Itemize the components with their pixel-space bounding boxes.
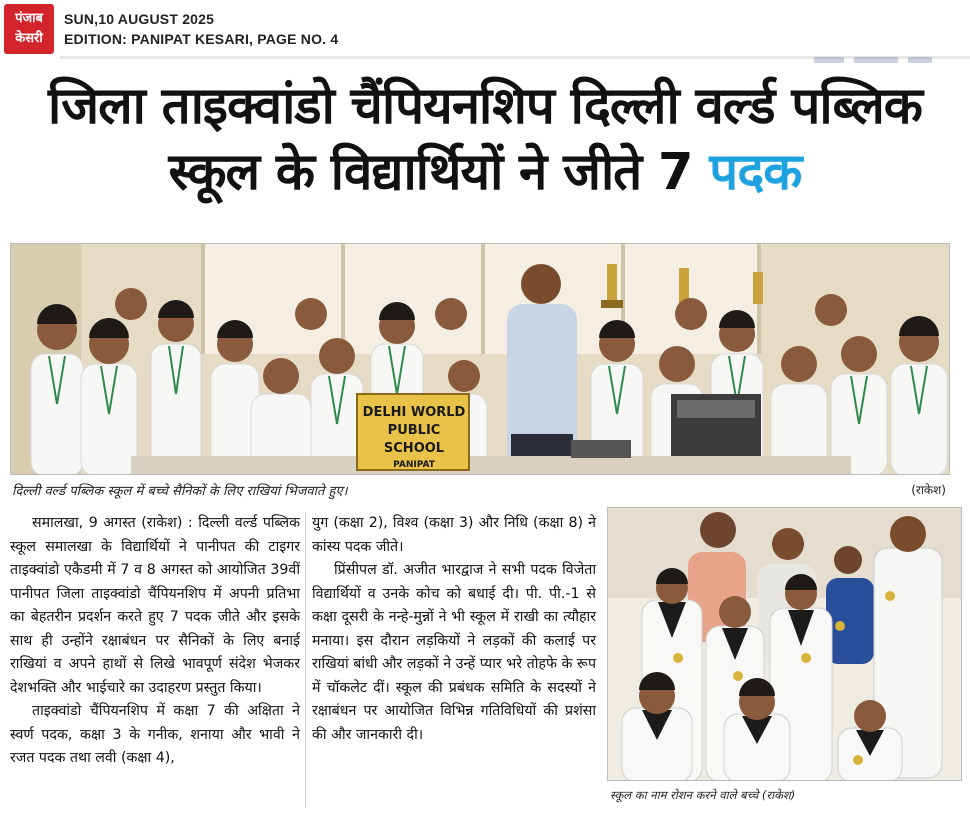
- logo-line1: पंजाब: [15, 11, 43, 26]
- sign-line2: PUBLIC SCHOOL: [383, 423, 445, 456]
- article-headline: [6, 74, 964, 206]
- school-sign: [359, 404, 469, 472]
- side-photo: [607, 507, 962, 781]
- masthead: [0, 0, 970, 58]
- article-paragraph: प्रिंसीपल डॉ. अजीत भारद्वाज ने सभी पदक विजेता विद्यार्थियों व उनके कोच को बधाई दी। पी. पी.-1 से कक्षा दूसरी के नन्हे-मुन्नों ने भी स्कूल में राखी का त्यौहार मनाया। इस दौरान लड़कियों ने लड़कों की कलाई पर राखियां बांधी और लड़कों ने उन्हें प्यार भरे तोहफे के रूप में चॉकलेट दीं। स्कूल की प्रबंधक समिति के सदस्यों ने रक्षाबंधन पर आयोजित विभिन्न गतिविधियों की प्रशंसा की और जानकारी दी।: [312, 562, 596, 743]
- headline-text: जिला ताइक्वांडो चैंपियनशिप दिल्ली वर्ल्ड पब्लिक स्कूल के विद्यार्थियों ने जीते 7: [48, 77, 922, 202]
- headline-accent-word: पदक: [709, 143, 802, 202]
- article-paragraph: युग (कक्षा 2), विश्व (कक्षा 3) और निधि (कक्षा 8) ने कांस्य पदक जीते।: [312, 515, 596, 555]
- main-photo: [10, 243, 950, 475]
- article-column-1: [10, 512, 300, 771]
- sign-line3: PANIPAT: [393, 460, 435, 470]
- sign-line1: DELHI WORLD: [362, 405, 466, 420]
- article-paragraph: समालखा, 9 अगस्त (राकेश) : दिल्ली वर्ल्ड पब्लिक स्कूल समालखा के विद्यार्थियों ने पानीपत की टाइगर ताइक्वांडो एकैडमी में 7 व 8 अगस्त को आयोजित 39वीं पानीपत जिला ताइक्वांडो चैंपियनशिप में अपनी प्रतिभा का बेहतरीन प्रदर्शन करते हुए 7 पदक जीते और इसके साथ ही उन्होंने रक्षाबंधन पर सैनिकों के लिए बनाई राखियां व अपने हाथों से लिखे भावपूर्ण संदेश भेजकर देशभक्ति और भाईचारे का उदाहरण प्रस्तुत किया।: [10, 515, 300, 696]
- logo-line2: केसरी: [15, 31, 43, 46]
- edition-info: EDITION: PANIPAT KESARI, PAGE NO. 4: [64, 31, 339, 47]
- article-column-2: [312, 512, 596, 747]
- header-decoration: [814, 48, 964, 58]
- main-photo-caption: दिल्ली वर्ल्ड पब्लिक स्कूल में बच्चे सैनिकों के लिए राखियां भिजवाते हुए।: [12, 484, 348, 499]
- publication-date: SUN,10 AUGUST 2025: [64, 11, 215, 27]
- punjab-kesari-logo: [4, 4, 54, 54]
- column-divider: [305, 512, 306, 808]
- main-photo-credit: (राकेश): [911, 483, 946, 497]
- article-paragraph: ताइक्वांडो चैंपियनशिप में कक्षा 7 की अक्षिता ने स्वर्ण पदक, कक्षा 3 के गनीक, शनाया और भावी ने रजत पदक तथा लवी (कक्षा 4),: [10, 703, 300, 766]
- side-photo-caption: स्कूल का नाम रोशन करने वाले बच्चे (राकेश): [610, 788, 796, 802]
- edition-meta: [64, 9, 338, 49]
